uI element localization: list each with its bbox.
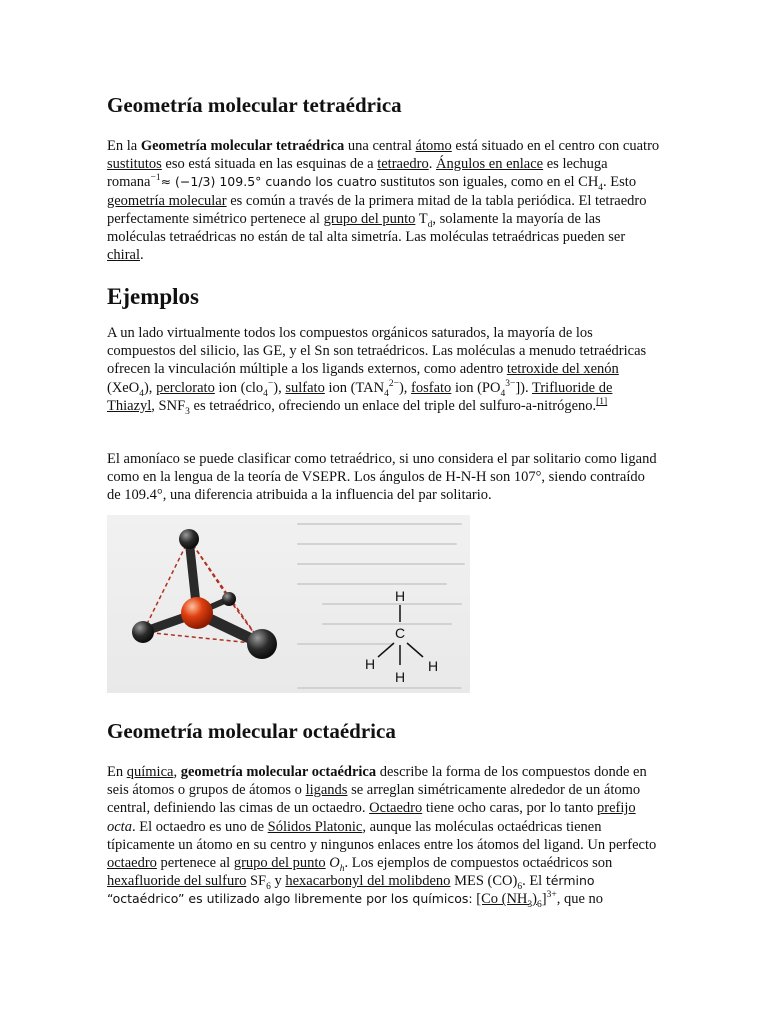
faded-text-line: [297, 687, 462, 689]
subscript: h: [339, 863, 345, 874]
text: describe la forma de los compuestos donde en seis átomos o grupos de átomos o: [107, 764, 647, 799]
subscript: 6: [536, 900, 542, 911]
text: es tetraédrico, ofreciendo un enlace del triple del sulfuro-a-nitrógeno.: [189, 397, 597, 414]
text: está situado en el centro con cuatro: [451, 138, 660, 154]
subscript: 3: [185, 406, 190, 417]
italic-term: octa: [107, 818, 132, 835]
faded-text-line: [297, 563, 465, 565]
subscript: 4: [384, 388, 389, 399]
link-octaedro[interactable]: Octaedro: [369, 800, 423, 817]
subscript: 4: [598, 183, 604, 194]
bold-term: Geometría molecular tetraédrica: [140, 138, 345, 154]
atom-label-c: C: [395, 625, 406, 641]
link-prefijo[interactable]: prefijo: [597, 800, 636, 817]
text: pertenece al: [156, 855, 234, 872]
superscript: −1: [150, 173, 161, 184]
link-solidos-platonic[interactable]: Sólidos Platonic: [267, 818, 363, 835]
formula-text: ≈ (−1/3) 109.5° cuando los cuatro: [160, 174, 377, 190]
formula-text: término “octaédrico” es utilizado algo libremente por los químicos:: [107, 873, 595, 907]
text: se arreglan simétricamente alrededor de un átomo central, definiendo las cimas de un octaedro.: [107, 782, 641, 817]
text: ),: [398, 379, 412, 396]
atom-label-h-top: H: [395, 588, 406, 604]
text: . El: [522, 873, 546, 890]
text: (XeO: [107, 379, 140, 396]
subscript: 6: [266, 882, 271, 893]
link-hexafluoride-del-sulfuro[interactable]: hexafluoride del sulfuro: [107, 873, 247, 890]
link-angulos-en-enlace[interactable]: Ángulos en enlace: [436, 156, 544, 173]
heading-octahedral: Geometría molecular octaédrica: [107, 719, 396, 743]
text: . Esto: [603, 174, 637, 191]
text: , SNF: [151, 397, 186, 414]
text: En: [107, 764, 127, 780]
text: En la: [107, 138, 141, 154]
text: , solamente la mayoría de las moléculas tetraédricas no están de tal alta simetría. Las moléculas tetraédricas pueden ser: [107, 210, 626, 246]
subscript: 4: [500, 388, 506, 399]
link-geometria-molecular[interactable]: geometría molecular: [107, 192, 227, 209]
superscript: −: [267, 378, 274, 389]
text: ion (clo: [214, 379, 264, 396]
atom-label-h-left: H: [365, 656, 376, 672]
text: . El octaedro es uno de: [131, 818, 268, 835]
text: , que no: [556, 891, 603, 908]
link-atomo[interactable]: átomo: [415, 138, 452, 154]
text: . Los ejemplos de compuestos octaédricos son: [344, 855, 613, 872]
text: tiene ocho caras, por lo tanto: [422, 800, 597, 817]
faded-text-line: [297, 543, 457, 545]
bold-term: geometría molecular octaédrica: [180, 764, 377, 780]
link-octaedro-2[interactable]: octaedro: [107, 855, 157, 872]
paragraph-octahedral: [107, 763, 662, 909]
text: ),: [273, 379, 286, 396]
link-ligands[interactable]: ligands: [305, 782, 348, 799]
text: ion (TAN: [324, 379, 385, 396]
italic-term: O: [329, 855, 340, 872]
subscript: 4: [263, 388, 268, 399]
link-text: [Co (NH: [476, 891, 528, 908]
link-hexacarbonyl-del-molibdeno[interactable]: hexacarbonyl del molibdeno: [285, 873, 451, 890]
link-grupo-del-punto[interactable]: grupo del punto: [323, 210, 416, 227]
link-text: ]: [541, 891, 547, 908]
text: , aunque las moléculas octaédricas tienen típicamente un átomo en su centro y ningunos enlaces entre los átomos del ligand. Un perfecto: [107, 818, 657, 853]
text: una central: [344, 138, 416, 154]
text: MES (CO): [450, 873, 518, 890]
faded-text-line: [297, 523, 462, 525]
text: y: [270, 873, 286, 890]
link-sulfato[interactable]: sulfato: [285, 379, 325, 396]
link-trifluoride-de-thiazyl[interactable]: Trifluoride de Thiazyl: [107, 379, 613, 414]
link-co-nh3-6[interactable]: [476, 891, 547, 911]
subscript: 4: [139, 388, 144, 399]
text: ion (PO: [451, 379, 501, 396]
methane-structural-formula: [355, 585, 465, 685]
text: T: [415, 210, 428, 227]
ball-and-stick-model: [117, 515, 277, 693]
subscript: 3: [527, 900, 533, 911]
link-reference-1[interactable]: [1]: [596, 396, 608, 407]
text: .: [140, 247, 144, 264]
subscript: 6: [517, 882, 523, 893]
link-quimica[interactable]: química: [126, 764, 174, 780]
link-tetraedro[interactable]: tetraedro: [377, 156, 429, 173]
link-grupo-del-punto-2[interactable]: grupo del punto: [233, 855, 326, 872]
text: eso está situada en las esquinas de a: [161, 156, 378, 173]
text: SF: [246, 873, 267, 890]
text: es común a través de la primera mitad de la tabla periódica. El tetraedro perfectamente simétrico pertenece al: [107, 192, 647, 227]
heading-ejemplos: Ejemplos: [107, 284, 199, 309]
link-tetroxide-del-xenon[interactable]: tetroxide del xenón: [506, 361, 619, 378]
link-text: ): [532, 891, 537, 908]
paragraph-ejemplos: [107, 324, 662, 415]
text: es lechuga romana: [107, 156, 608, 191]
paragraph-tetrahedral-intro: [107, 137, 662, 264]
atom-label-h-right: H: [428, 658, 439, 674]
text: ]).: [515, 379, 532, 396]
text: sustitutos son iguales, como en el CH: [376, 174, 599, 191]
paragraph-amoniaco: El amoníaco se puede clasificar como tetraédrico, si uno considera el par solitario como ligand como en la lengua de la teoría de VSEPR. Los ángulos de H-N-H son 107°, siendo contraído de 109.4°, una diferencia atribuida a la influencia del par solitario.: [107, 451, 657, 504]
text: A un lado virtualmente todos los compuestos orgánicos saturados, la mayoría de los compuestos del silicio, las GE, y el Sn son tetraédricos. Las moléculas a menudo tetraédricas ofrecen la vinculación múltiple a los ligands externos, como adentro: [107, 325, 647, 378]
text: .: [428, 156, 436, 173]
link-perclorato[interactable]: perclorato: [156, 379, 215, 396]
atom-label-h-bottom: H: [395, 669, 406, 685]
link-fosfato[interactable]: fosfato: [411, 379, 452, 396]
superscript: 3+: [546, 890, 557, 901]
text: ,: [173, 764, 181, 780]
text: ),: [143, 379, 157, 396]
subscript: d: [427, 219, 433, 230]
superscript: 2−: [388, 378, 399, 389]
heading-tetrahedral: Geometría molecular tetraédrica: [107, 93, 402, 117]
link-chiral[interactable]: chiral: [107, 247, 141, 264]
link-sustitutos[interactable]: sustitutos: [107, 156, 162, 173]
superscript: 3−: [505, 378, 516, 389]
